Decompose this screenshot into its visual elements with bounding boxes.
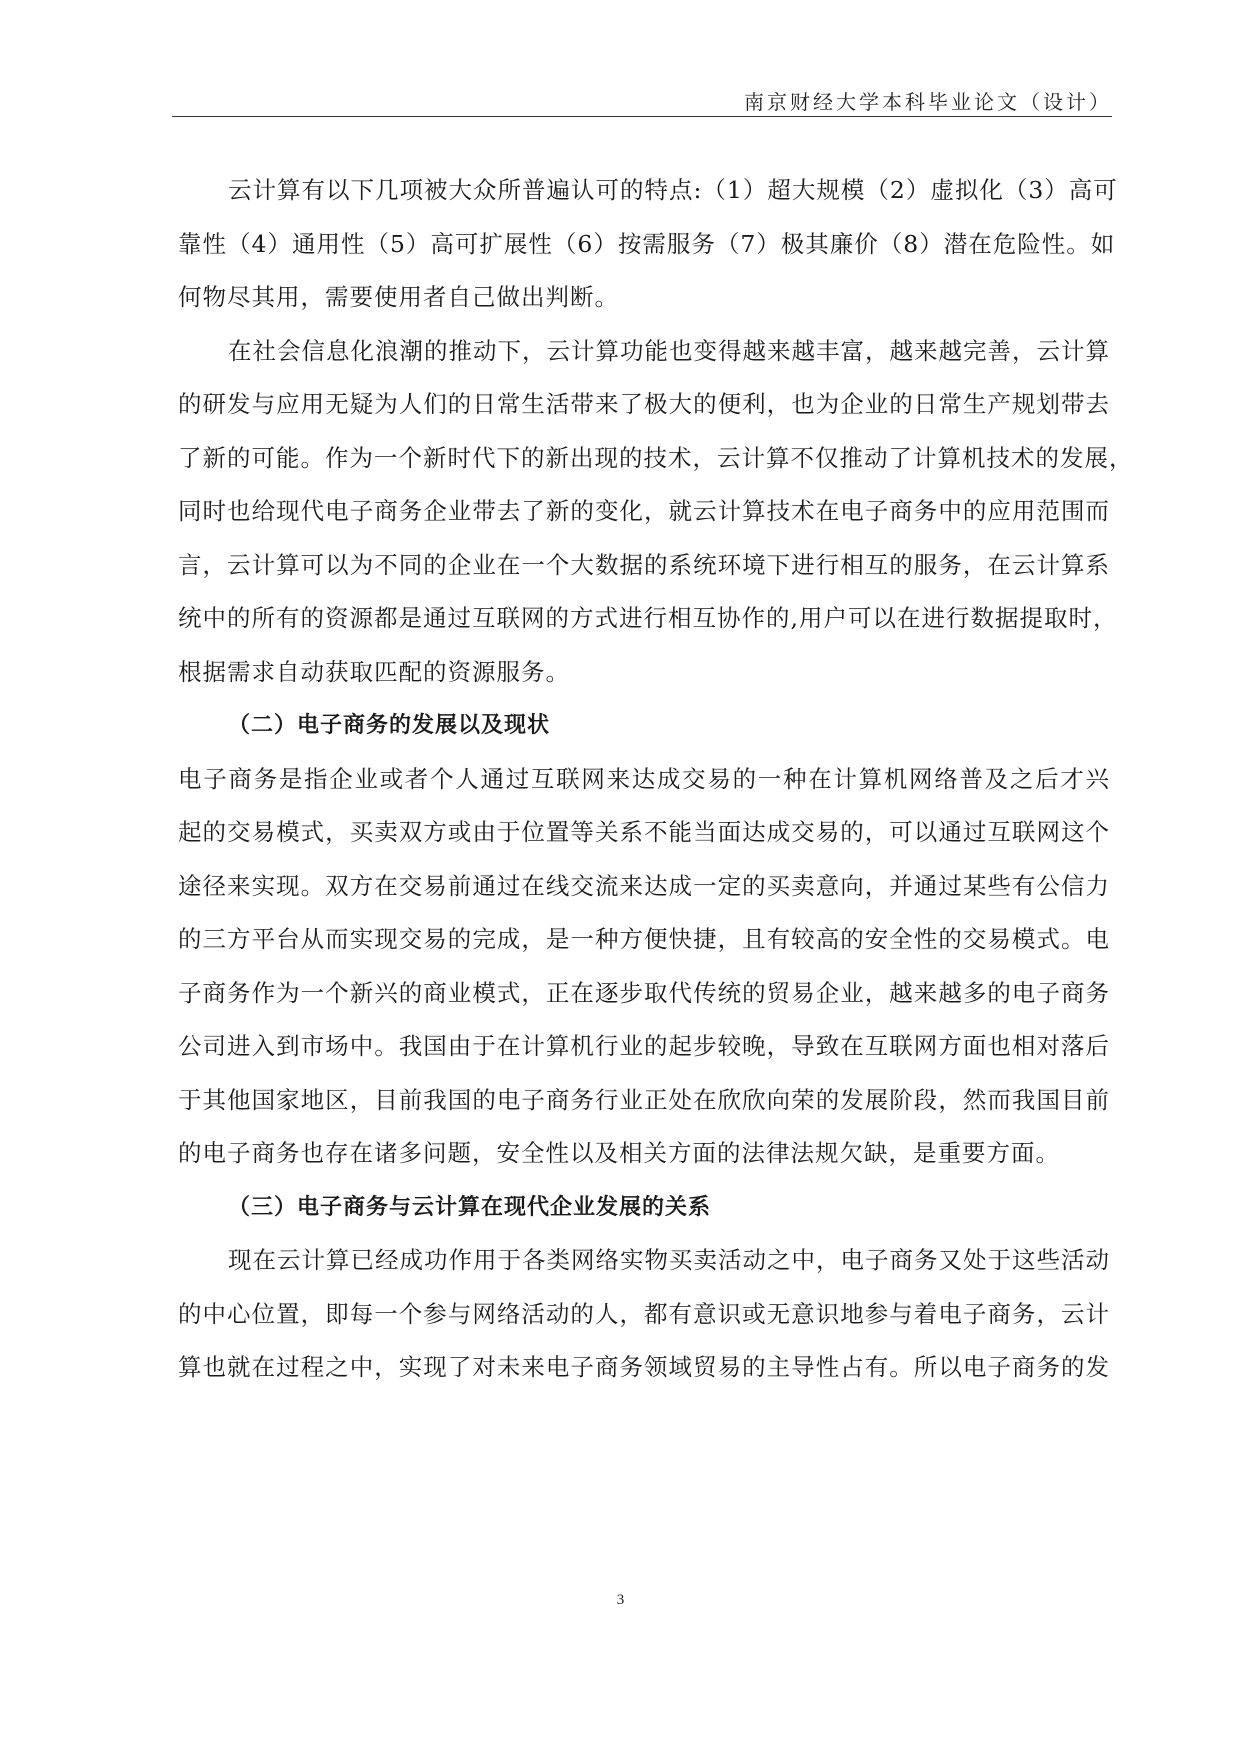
body-text xyxy=(178,164,1134,1395)
text-line: 靠性（4）通用性（5）高可扩展性（6）按需服务（7）极其廉价（8）潜在危险性。如 xyxy=(178,229,1116,258)
text-line: 算也就在过程之中，实现了对未来电子商务领域贸易的主导性占有。所以电子商务的发 xyxy=(178,1353,1110,1381)
text-line: 云计算有以下几项被大众所普遍认可的特点:（1）超大规模（2）虚拟化（3）高可 xyxy=(228,176,1118,204)
text-line: 何物尽其用，需要使用者自己做出判断。 xyxy=(178,283,619,311)
text-line: 的中心位置，即每一个参与网络活动的人，都有意识或无意识地参与着电子商务，云计 xyxy=(178,1299,1110,1328)
text-line: 于其他国家地区，目前我国的电子商务行业正处在欣欣向荣的发展阶段，然而我国目前 xyxy=(178,1085,1110,1114)
text-line: 途径来实现。双方在交易前通过在线交流来达成一定的买卖意向，并通过某些有公信力 xyxy=(178,871,1110,900)
section-heading: （二）电子商务的发展以及现状 xyxy=(228,713,551,738)
text-line: 同时也给现代电子商务企业带去了新的变化，就云计算技术在电子商务中的应用范围而 xyxy=(178,497,1110,525)
text-line: 统中的所有的资源都是通过互联网的方式进行相互协作的,用户可以在进行数据提取时， xyxy=(178,604,1118,632)
text-line: 了新的可能。作为一个新时代下的新出现的技术，云计算不仅推动了计算机技术的发展， xyxy=(178,443,1134,472)
page-number: 3 xyxy=(616,1592,625,1608)
text-line: 电子商务是指企业或者个人通过互联网来达成交易的一种在计算机网络普及之后才兴 xyxy=(178,764,1110,793)
text-line: 根据需求自动获取匹配的资源服务。 xyxy=(178,657,570,686)
text-line: 的电子商务也存在诸多问题，安全性以及相关方面的法律法规欠缺，是重要方面。 xyxy=(178,1139,1060,1167)
text-line: 子商务作为一个新兴的商业模式，正在逐步取代传统的贸易企业，越来越多的电子商务 xyxy=(178,978,1110,1007)
section-heading: （三）电子商务与云计算在现代企业发展的关系 xyxy=(228,1194,712,1220)
text-line: 的研发与应用无疑为人们的日常生活带来了极大的便利，也为企业的日常生产规划带去 xyxy=(178,390,1110,418)
text-line: 现在云计算已经成功作用于各类网络实物买卖活动之中，电子商务又处于这些活动 xyxy=(228,1246,1110,1274)
page-header xyxy=(172,82,1112,117)
text-line: 的三方平台从而实现交易的完成，是一种方便快捷，且有较高的安全性的交易模式。电 xyxy=(178,925,1110,953)
text-line: 公司进入到市场中。我国由于在计算机行业的起步较晚，导致在互联网方面也相对落后 xyxy=(178,1032,1110,1060)
text-line: 言，云计算可以为不同的企业在一个大数据的系统环境下进行相互的服务，在云计算系 xyxy=(178,550,1110,579)
header-title: 南京财经大学本科毕业论文（设计） xyxy=(744,90,1112,114)
text-line: 在社会信息化浪潮的推动下，云计算功能也变得越来越丰富，越来越完善，云计算 xyxy=(228,336,1110,365)
text-line: 起的交易模式，买卖双方或由于位置等关系不能当面达成交易的，可以通过互联网这个 xyxy=(178,818,1110,846)
